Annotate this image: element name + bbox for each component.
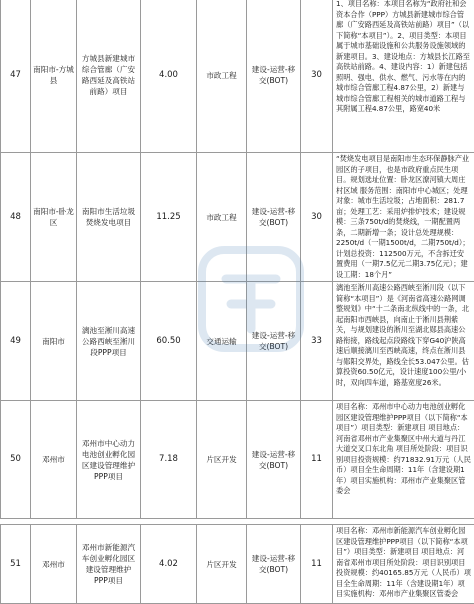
investment-cell: 11.25 <box>141 153 197 282</box>
table-row <box>1 401 474 519</box>
project-name-cell: 邓州市新能源汽车创业孵化园区建设管理维护PPP项目 <box>77 525 141 604</box>
row-number: 51 <box>1 525 31 604</box>
cooperation-years-cell: 11 <box>301 401 333 519</box>
project-description-cell: “焚烧发电项目是南阳市生态环保静脉产业园区的子项目，也是市政府重点民生项目。规划选址位置：卧龙区潦河镇大周庄村区域 服务范围：南阳市中心城区；处理对象：城市生活垃圾；占地面积：281.7亩；处理工艺：采用炉排炉技术；建设规模：三条750t/d的焚烧线，一期配置两条，二期新增一条；设计总处理规模：2250t/d（一期1500t/d，二期750t/d）；计划总投资：112500万元，不含拆迁安置费用（一期7.5亿元二期3.75亿元）；建设工期：18个月” <box>333 153 474 282</box>
region-cell: 南阳市 <box>31 282 77 401</box>
project-name-cell: 方城县新建城市综合管廊（广安路西延及高铁站前路）项目 <box>77 0 141 153</box>
operation-mode-cell: 建设-运营-移交(BOT) <box>247 0 301 153</box>
investment-cell: 7.18 <box>141 401 197 519</box>
operation-mode-cell: 建设-运营-移交(BOT) <box>247 153 301 282</box>
cooperation-years-cell: 11 <box>301 525 333 604</box>
investment-cell: 60.50 <box>141 282 197 401</box>
table-row <box>1 153 474 282</box>
investment-cell: 4.00 <box>141 0 197 153</box>
industry-cell: 市政工程 <box>197 0 247 153</box>
cooperation-years-cell: 30 <box>301 153 333 282</box>
industry-cell: 片区开发 <box>197 401 247 519</box>
row-number: 48 <box>1 153 31 282</box>
project-name-cell: 南阳市生活垃圾焚烧发电项目 <box>77 153 141 282</box>
industry-cell: 片区开发 <box>197 525 247 604</box>
operation-mode-cell: 建设-运营-移交(BOT) <box>247 401 301 519</box>
table-row <box>1 282 474 401</box>
project-description-cell: 1、项目名称：本项目名称为“政府社和会资本合作（PPP）方城县新建城市综合管廊（广安路西延及高铁站前路）项目”（以下简称“本项目”）。2、项目类型：本项目属于城市基础设施和公共服务设施领域的新建项目。3、建设地点：方城县长江路至高铁站前路。4、建设内容：1）新建包括照明、强电、供水、燃气、污水等在内的城市综合管廊工程4.87公里，2）新建与城市综合管廊工程相关的城市道路工程与其附属工程4.87公里，路宽40米 <box>333 0 474 153</box>
row-number: 49 <box>1 282 31 401</box>
operation-mode-cell: 建设-运营-移交(BOT) <box>247 282 301 401</box>
project-description-cell: 项目名称：邓州市中心动力电池创业孵化园区建设管理维护PPP项目（以下简称“本项目”）项目类型：新建项目 项目地点：河南省邓州市产业集聚区中州大道与丹江大道交叉口东北角 项目所处阶段：项目识别项目投资规模：约71832.91万元（人民币）项目全生命周期：11年（含建设期1年）项目实施机构：邓州市产业集聚区管委会 <box>333 401 474 519</box>
cooperation-years-cell: 33 <box>301 282 333 401</box>
investment-cell: 4.02 <box>141 525 197 604</box>
operation-mode-cell: 建设-运营-移交(BOT) <box>247 525 301 604</box>
region-cell: 邓州市 <box>31 401 77 519</box>
project-description-cell: 项目名称：邓州市新能源汽车创业孵化园区建设管理维护PPP项目（以下简称“本项目”）项目类型：新建项目 项目地点：河南省邓州市项目所处阶段：项目识别项目投资规模：约40165.85万元（人民币）项目全生命周期：11年（含建设期1年）项目实施机构：邓州市产业集聚区管委会 <box>333 525 474 604</box>
project-description-cell: 漓池至淅川高速公路西峡至淅川段（以下简称“本项目”）是《河南省高速公路网调整规划》中“十二条南北纵线中的一条，北起南阳市西峡县，向南止于淅川县荆紫关，与规划建设的淅川至湖北郧县高速公路衔接，路线起点段路线下穿G40沪陕高速后顺接漓川至西峡高速，终点在淅川县与郧阳交界处，路线全长53.047公里。估算投资60.50亿元，设计速度100公里/小时，双向四车道，路基宽度26米。 <box>333 282 474 401</box>
region-cell: 南阳市-方城县 <box>31 0 77 153</box>
cooperation-years-cell: 30 <box>301 0 333 153</box>
table-row <box>1 525 474 604</box>
project-name-cell: 邓州市中心动力电池创业孵化园区建设管理维护PPP项目 <box>77 401 141 519</box>
row-number: 47 <box>1 0 31 153</box>
row-number: 50 <box>1 401 31 519</box>
project-name-cell: 漓池至淅川高速公路西峡至淅川段PPP项目 <box>77 282 141 401</box>
industry-cell: 交通运输 <box>197 282 247 401</box>
region-cell: 南阳市-卧龙区 <box>31 153 77 282</box>
region-cell: 邓州市 <box>31 525 77 604</box>
industry-cell: 市政工程 <box>197 153 247 282</box>
table-row <box>1 0 474 153</box>
